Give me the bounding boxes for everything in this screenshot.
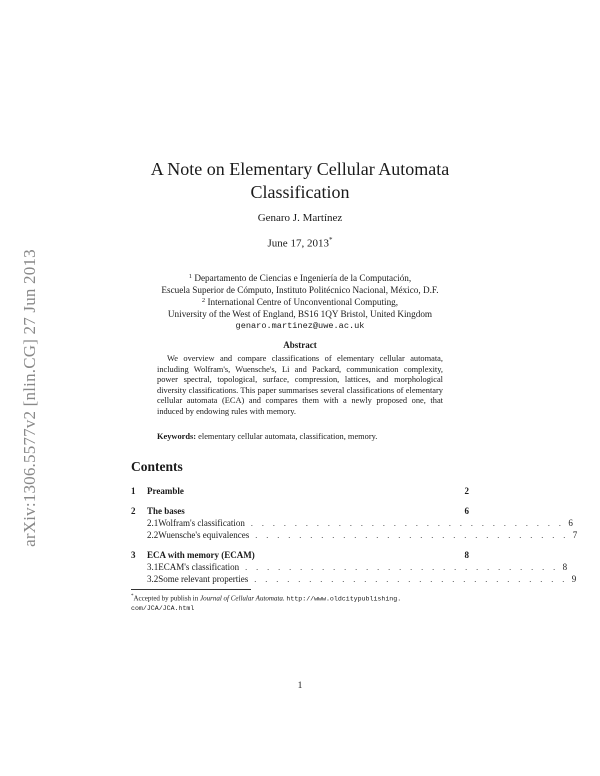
toc-subsection-number: 2.1 bbox=[147, 518, 159, 528]
toc-page-number: 6 bbox=[464, 506, 469, 516]
author-email: genaro.martinez@uwe.ac.uk bbox=[235, 321, 365, 331]
toc-section-number: 2 bbox=[131, 506, 136, 516]
page-number: 1 bbox=[297, 681, 303, 691]
footnote-rule bbox=[131, 589, 251, 590]
toc-subsection-title: Wuensche's equivalences bbox=[158, 530, 250, 540]
affiliation-line-3 bbox=[0, 296, 600, 308]
toc-section bbox=[131, 485, 469, 497]
footnote bbox=[131, 592, 471, 614]
affiliation-line-2: Escuela Superior de Cómputo, Instituto Politécnico Nacional, México, D.F. bbox=[161, 285, 439, 295]
toc-subsection-entry[interactable] bbox=[131, 529, 578, 541]
contents-heading: Contents bbox=[131, 459, 183, 474]
toc-leader-dots: . . . . . . . . . . . . . . . . . . . . . . . . . . . . . bbox=[254, 574, 568, 584]
toc-subsection-entry[interactable] bbox=[131, 517, 573, 529]
toc-section-number: 1 bbox=[131, 486, 136, 496]
toc-section-entry[interactable] bbox=[131, 485, 469, 497]
footnote-url-1[interactable]: http://www.oldcitypublishing. bbox=[286, 595, 402, 603]
toc-subsection-entry[interactable] bbox=[131, 561, 568, 573]
arxiv-stamp bbox=[18, 212, 42, 584]
abstract-heading: Abstract bbox=[283, 340, 317, 350]
toc-page-number: 6 bbox=[568, 518, 573, 528]
toc-subsection-number: 3.1 bbox=[147, 562, 159, 572]
toc-section-title: ECA with memory (ECAM) bbox=[147, 550, 255, 560]
toc-page-number: 7 bbox=[572, 530, 578, 540]
toc-section bbox=[131, 549, 577, 585]
date-footnote-mark: * bbox=[328, 236, 333, 244]
footnote-text: Accepted by publish in bbox=[133, 594, 199, 603]
toc-leader-dots: . . . . . . . . . . . . . . . . . . . . . . . . . . . . . bbox=[255, 530, 569, 540]
toc-subsection-title: Wolfram's classification bbox=[158, 518, 245, 528]
abstract-text: We overview and compare classifications of elementary cellular automata, including Wolfram's, Wuensche's, Li and Packard, communication complexity, power spectral, topological, surface, compression, lattices, and morphological diversity classifications. This paper summarises several classifications of elementary cellular automata (ECA) and compares them with a newly proposed one, that induced by endowing rules with memory. bbox=[157, 354, 443, 416]
toc-subsection-title: ECAM's classification bbox=[158, 562, 240, 572]
affiliations bbox=[0, 272, 600, 332]
footnote-line-1 bbox=[131, 592, 471, 604]
toc-leader-dots: . . . . . . . . . . . . . . . . . . . . . . . . . . . . . bbox=[250, 518, 565, 528]
affiliation-line-4: University of the West of England, BS16 1QY Bristol, United Kingdom bbox=[167, 309, 433, 319]
date-text: June 17, 2013 bbox=[267, 237, 329, 250]
paper-date bbox=[0, 236, 600, 250]
toc-page-number: 8 bbox=[464, 550, 469, 560]
title-line-1: A Note on Elementary Cellular Automata bbox=[150, 159, 450, 179]
toc-page-number: 2 bbox=[464, 486, 469, 496]
toc-section-title: Preamble bbox=[147, 486, 184, 496]
arxiv-identifier: arXiv:1306.5577v2 [nlin.CG] 27 Jun 2013 bbox=[20, 249, 39, 547]
affiliation-text-1: Departamento de Ciencias e Ingeniería de la Computación, bbox=[194, 273, 412, 283]
toc-page-number: 9 bbox=[571, 574, 577, 584]
toc-section bbox=[131, 505, 578, 541]
paper-title bbox=[0, 158, 600, 204]
affiliation-mark-1: 1 bbox=[188, 273, 193, 280]
toc-section-title: The bases bbox=[147, 506, 185, 516]
keywords-text: elementary cellular automata, classification, memory. bbox=[198, 432, 378, 441]
affiliation-text-3: International Centre of Unconventional Computing, bbox=[207, 297, 399, 307]
footnote-mark: * bbox=[131, 594, 134, 599]
toc-section-entry[interactable] bbox=[131, 505, 469, 517]
title-line-2: Classification bbox=[250, 182, 350, 202]
keywords bbox=[157, 432, 443, 441]
toc-subsection-title: Some relevant properties bbox=[158, 574, 249, 584]
toc-subsection-number: 3.2 bbox=[147, 574, 159, 584]
affiliation-line-1 bbox=[0, 272, 600, 284]
toc-section-number: 3 bbox=[131, 550, 136, 560]
keywords-label: Keywords: bbox=[157, 432, 197, 441]
footnote-url-2[interactable]: com/JCA/JCA.html bbox=[131, 605, 195, 613]
toc-subsection-number: 2.2 bbox=[147, 530, 159, 540]
toc-subsection-entry[interactable] bbox=[131, 573, 577, 585]
toc-section-entry[interactable] bbox=[131, 549, 469, 561]
footnote-journal: Journal of Cellular Automata. bbox=[200, 594, 285, 603]
author-name: Genaro J. Martínez bbox=[257, 212, 343, 224]
toc-leader-dots: . . . . . . . . . . . . . . . . . . . . . . . . . . . . . bbox=[245, 562, 559, 572]
affiliation-mark-2: 2 bbox=[201, 297, 206, 304]
toc-page-number: 8 bbox=[562, 562, 568, 572]
